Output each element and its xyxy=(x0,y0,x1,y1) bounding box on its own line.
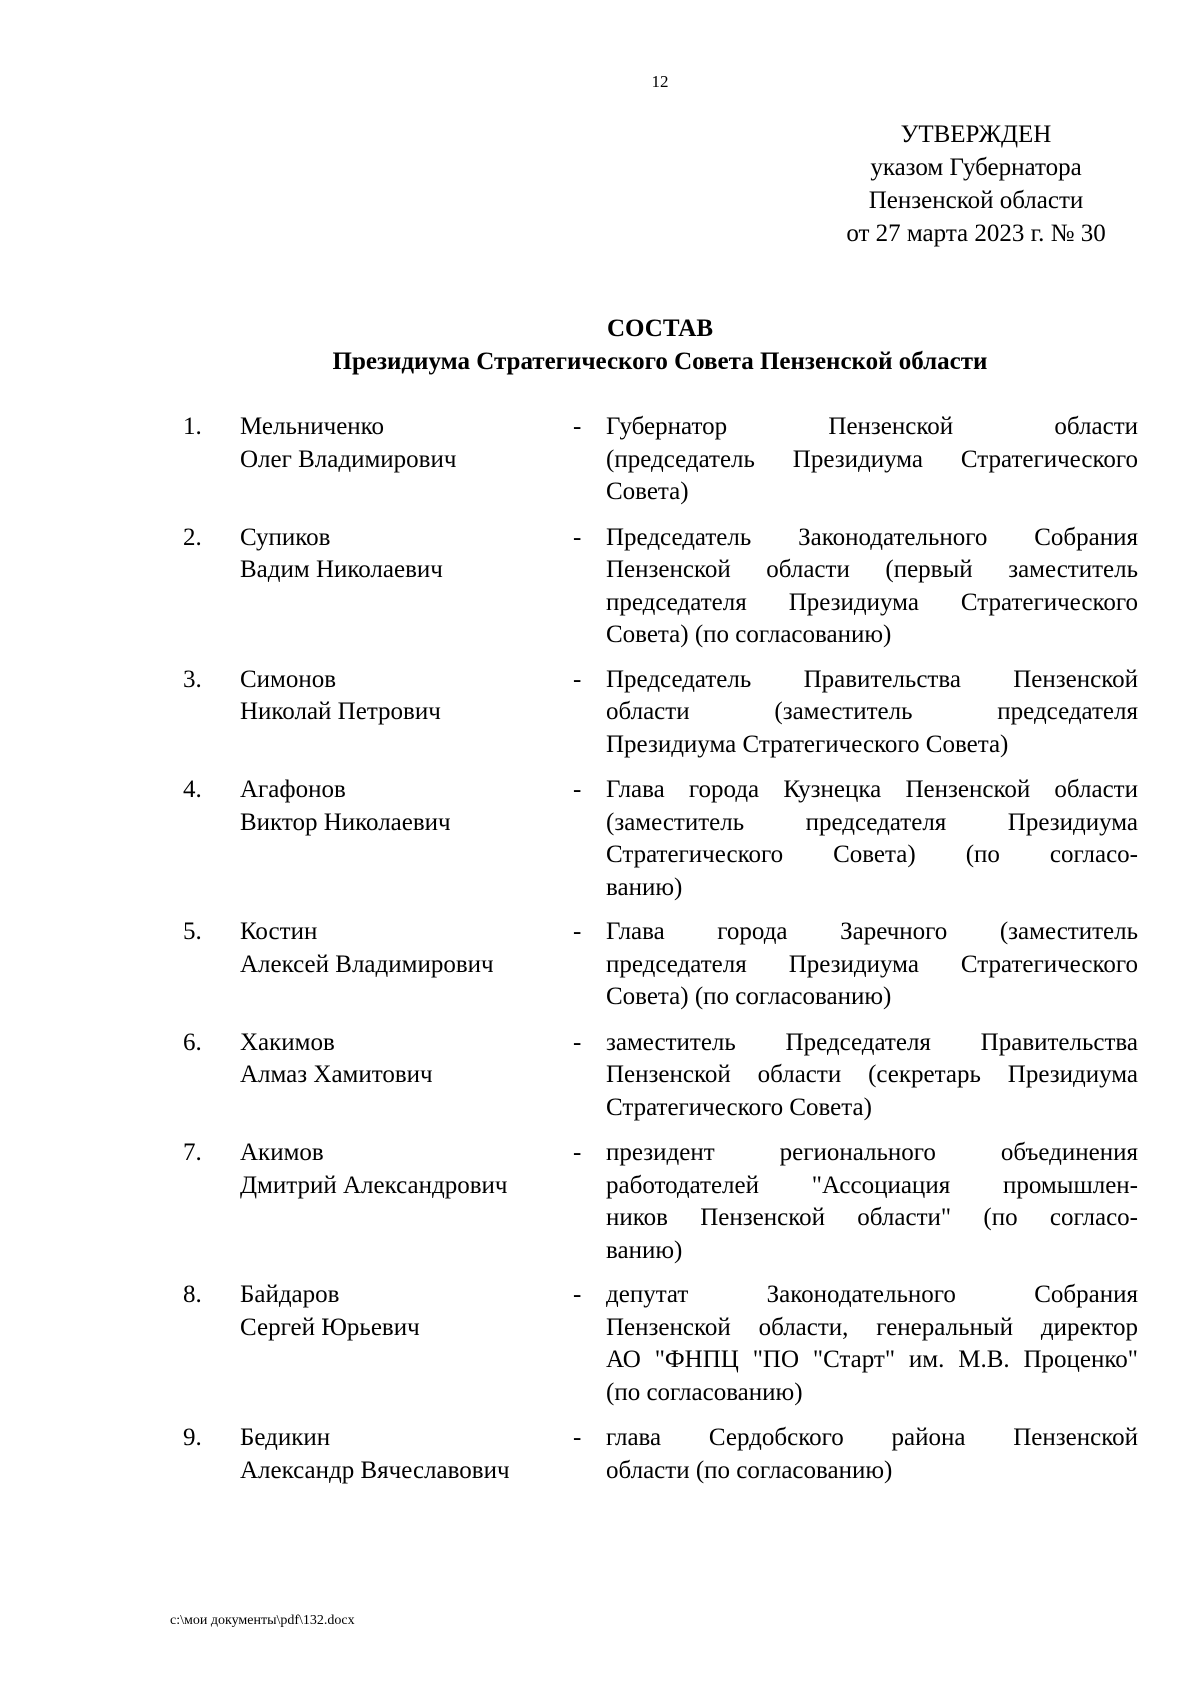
page-number: 12 xyxy=(651,72,669,91)
member-surname: Супиков xyxy=(240,523,331,551)
member-name xyxy=(240,1422,570,1487)
member-role-line: Глава города Кузнецка Пензенской области xyxy=(606,776,1138,803)
member-role-line: АО "ФНПЦ "ПО "Старт" им. М.В. Проценко" xyxy=(606,1346,1138,1373)
member-role xyxy=(606,916,1138,1014)
member-name xyxy=(240,1279,570,1344)
member-row xyxy=(0,664,1200,762)
approval-stamp xyxy=(808,118,1144,250)
member-dash: - xyxy=(573,413,582,440)
member-role-line: (заместитель председателя Президиума xyxy=(606,808,1138,836)
member-surname: Байдаров xyxy=(240,1281,340,1308)
member-role-line: Глава города Заречного (заместитель xyxy=(606,918,1138,945)
member-given-names: Александр Вячеславович xyxy=(240,1456,510,1484)
member-surname: Симонов xyxy=(240,665,337,693)
member-number: 4. xyxy=(183,776,202,803)
member-surname: Мельниченко xyxy=(240,413,385,440)
member-row xyxy=(0,1279,1200,1409)
member-number: 1. xyxy=(183,413,202,440)
member-role xyxy=(606,774,1138,904)
member-role-line: Губернатор Пензенской области xyxy=(606,413,1138,440)
document-subtitle: Президиума Стратегического Совета Пензенской области xyxy=(332,348,988,375)
member-row xyxy=(0,916,1200,1014)
file-path-footer: c:\мои документы\pdf\132.docx xyxy=(170,1613,355,1628)
member-role-line: ников Пензенской области" (по согласо- xyxy=(606,1204,1138,1231)
member-given-names: Олег Владимирович xyxy=(240,445,457,473)
member-role xyxy=(606,1027,1138,1125)
member-dash: - xyxy=(573,1139,582,1166)
member-role-line: Совета) (по согласованию) xyxy=(606,621,892,648)
member-role-line: Пензенской области (секретарь Президиума xyxy=(606,1061,1138,1088)
member-role xyxy=(606,1137,1138,1267)
member-given-names: Виктор Николаевич xyxy=(240,808,451,836)
member-dash: - xyxy=(573,1281,582,1308)
member-role xyxy=(606,522,1138,652)
member-number: 8. xyxy=(183,1281,202,1308)
member-role-line: ванию) xyxy=(606,873,683,901)
member-surname: Агафонов xyxy=(240,776,346,803)
member-name xyxy=(240,411,570,476)
member-row xyxy=(0,1137,1200,1267)
member-row xyxy=(0,522,1200,652)
members-list xyxy=(0,411,1200,1487)
member-role-line: Председатель Правительства Пензенской xyxy=(606,665,1138,693)
member-role xyxy=(606,1422,1138,1487)
member-role-line: председателя Президиума Стратегического xyxy=(606,588,1138,616)
member-role-line: заместитель Председателя Правительства xyxy=(606,1028,1138,1056)
member-role-line: Стратегического Совета) (по согласо- xyxy=(606,841,1138,868)
member-role-line: Пензенской области (первый заместитель xyxy=(606,556,1138,583)
member-name xyxy=(240,774,570,839)
member-given-names: Алексей Владимирович xyxy=(240,950,494,978)
member-number: 7. xyxy=(183,1139,202,1166)
member-number: 6. xyxy=(183,1028,202,1056)
member-role-line: Председатель Законодательного Собрания xyxy=(606,523,1138,551)
document-title: СОСТАВ xyxy=(606,315,714,342)
member-role-line: депутат Законодательного Собрания xyxy=(606,1281,1138,1308)
member-given-names: Сергей Юрьевич xyxy=(240,1313,420,1341)
member-surname: Хакимов xyxy=(240,1028,335,1056)
member-dash: - xyxy=(573,1028,582,1056)
approval-line-4: от 27 марта 2023 г. № 30 xyxy=(846,220,1106,247)
member-given-names: Николай Петрович xyxy=(240,698,441,725)
member-role-line: Стратегического Совета) xyxy=(606,1093,872,1121)
member-number: 3. xyxy=(183,665,202,693)
member-name xyxy=(240,1027,570,1092)
member-role-line: глава Сердобского района Пензенской xyxy=(606,1424,1138,1451)
member-row xyxy=(0,774,1200,904)
member-role-line: председателя Президиума Стратегического xyxy=(606,950,1138,978)
member-role-line: Совета) xyxy=(606,478,689,505)
member-surname: Костин xyxy=(240,918,318,945)
member-name xyxy=(240,916,570,981)
member-role-line: (по согласованию) xyxy=(606,1378,803,1406)
member-role-line: области (заместитель председателя xyxy=(606,698,1138,725)
member-role-line: области (по согласованию) xyxy=(606,1456,893,1484)
approval-line-1: УТВЕРЖДЕН xyxy=(900,121,1052,148)
member-role xyxy=(606,1279,1138,1409)
member-name xyxy=(240,522,570,587)
approval-line-2: указом Губернатора xyxy=(870,154,1082,181)
member-name xyxy=(240,1137,570,1202)
member-role-line: президент регионального объединения xyxy=(606,1139,1138,1166)
member-surname: Акимов xyxy=(240,1139,324,1166)
member-role xyxy=(606,664,1138,762)
member-given-names: Алмаз Хамитович xyxy=(240,1061,433,1088)
member-number: 5. xyxy=(183,918,202,945)
member-dash: - xyxy=(573,1424,582,1451)
member-role xyxy=(606,411,1138,509)
member-given-names: Вадим Николаевич xyxy=(240,556,443,583)
member-row xyxy=(0,1027,1200,1125)
member-dash: - xyxy=(573,776,582,803)
member-role-line: (председатель Президиума Стратегического xyxy=(606,445,1138,473)
member-number: 9. xyxy=(183,1424,202,1451)
document-heading xyxy=(0,312,1200,378)
member-dash: - xyxy=(573,665,582,693)
member-row xyxy=(0,411,1200,509)
member-role-line: Пензенской области, генеральный директор xyxy=(606,1313,1138,1341)
member-role-line: Совета) (по согласованию) xyxy=(606,983,892,1010)
member-dash: - xyxy=(573,523,582,551)
approval-line-3: Пензенской области xyxy=(868,187,1084,214)
member-surname: Бедикин xyxy=(240,1424,331,1451)
member-role-line: Президиума Стратегического Совета) xyxy=(606,730,1009,758)
member-role-line: ванию) xyxy=(606,1236,683,1264)
member-dash: - xyxy=(573,918,582,945)
member-given-names: Дмитрий Александрович xyxy=(240,1171,508,1199)
member-role-line: работодателей "Ассоциация промышлен- xyxy=(606,1171,1138,1199)
member-row xyxy=(0,1422,1200,1487)
member-number: 2. xyxy=(183,523,202,551)
member-name xyxy=(240,664,570,729)
